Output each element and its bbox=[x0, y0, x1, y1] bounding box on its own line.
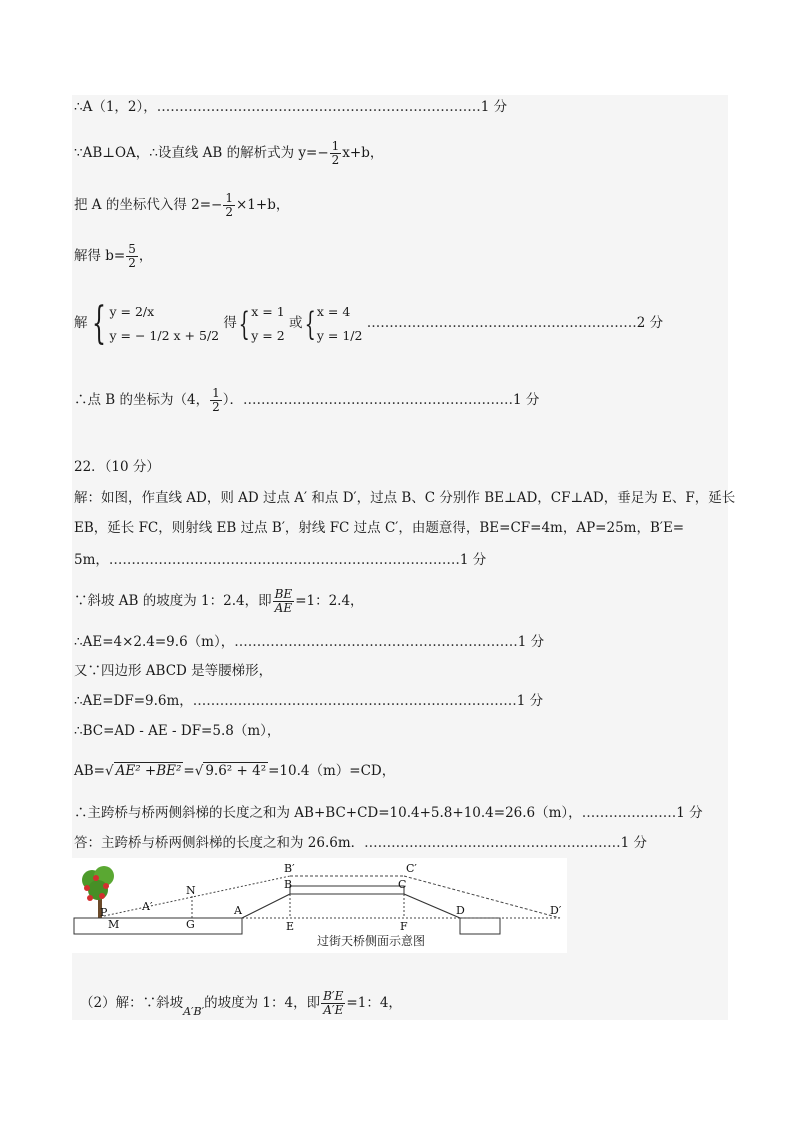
line-15 bbox=[74, 723, 280, 739]
line-3 bbox=[74, 192, 289, 219]
subscript: A′B′ bbox=[183, 1005, 205, 1018]
ground-left bbox=[74, 918, 242, 934]
score-label: 1 分 bbox=[516, 693, 544, 709]
label-e: E bbox=[286, 920, 295, 933]
label-p: P bbox=[100, 906, 108, 919]
line-text: =1：4， bbox=[346, 995, 402, 1011]
line-text: ×1+b， bbox=[235, 197, 290, 213]
line-text: 的坡度为 1：4，即 bbox=[204, 995, 321, 1011]
equation-system-1: y = 2/x y = − 1/2 x + 5/2 bbox=[109, 303, 220, 343]
line-text: 解 bbox=[74, 315, 88, 331]
brace: { bbox=[238, 304, 250, 343]
label-c: C bbox=[398, 878, 407, 891]
line-10: 5m，……………………………………………………………………1 分 bbox=[74, 552, 487, 568]
line-text: 5m， bbox=[74, 552, 109, 568]
sqrt-expression: 9.6² + 4² bbox=[205, 763, 267, 779]
line-text: 解得 b= bbox=[74, 248, 126, 264]
line-text: ， bbox=[138, 248, 153, 264]
fraction: $\frac{1}{2}$ bbox=[212, 386, 220, 414]
fraction: $\frac{1}{2}$ bbox=[331, 139, 340, 167]
question-heading bbox=[74, 459, 160, 475]
line-17: ∴主跨桥与桥两侧斜梯的长度之和为 AB+BC+CD=10.4+5.8+10.4=26.6（m），…………………1 分 bbox=[74, 805, 703, 821]
line-5: 解{ y = 2/x y = − 1/2 x + 5/2 得{ x = 1 y = 2 或{ x = 4 y = 1/2 ……………………………………………………2 分 bbox=[74, 297, 664, 349]
label-c-prime: C′ bbox=[406, 862, 417, 875]
line-12: ∴AE=4×2.4=9.6（m），………………………………………………………1 分 bbox=[74, 634, 545, 650]
line-text: 得 bbox=[223, 315, 237, 331]
line-9 bbox=[74, 520, 684, 536]
label-a-prime: A′ bbox=[142, 900, 153, 913]
equation-system-3: x = 4 y = 1/2 bbox=[316, 303, 363, 343]
line-text: EB，延长 FC，则射线 EB 过点 B′，射线 FC 过点 C′，由题意得，BE=CF=4m，AP=25m，B′E= bbox=[74, 520, 685, 536]
sqrt-sign: √ bbox=[194, 763, 204, 779]
line-11 bbox=[74, 588, 364, 615]
fraction: $\frac{5}{2}$ bbox=[128, 242, 136, 270]
score-label: 1 分 bbox=[676, 805, 703, 821]
line-8 bbox=[74, 490, 735, 506]
line-text: ∴BC=AD - AE - DF=5.8（m）， bbox=[74, 723, 281, 739]
line-text: ∴点 B 的坐标为（4， bbox=[74, 392, 210, 408]
line-text: = bbox=[183, 763, 195, 779]
line-text: AB= bbox=[74, 763, 105, 779]
score-label: 1 分 bbox=[480, 99, 508, 115]
line-text: ∴AE=4×2.4=9.6（m）， bbox=[74, 634, 235, 650]
line-text: ∵斜坡 AB 的坡度为 1：2.4，即 bbox=[74, 593, 272, 609]
brace: { bbox=[304, 304, 316, 343]
line-text: ∴主跨桥与桥两侧斜梯的长度之和为 AB+BC+CD=10.4+5.8+10.4=26.6（m）， bbox=[74, 805, 582, 821]
label-b: B bbox=[284, 878, 293, 891]
line-text: x+b， bbox=[342, 145, 384, 161]
figure-caption: 过街天桥侧面示意图 bbox=[317, 934, 426, 948]
line-text: ∴AE=DF=9.6m， bbox=[74, 693, 193, 709]
line-6: ∴点 B 的坐标为（4， $\frac{1}{2}$ ）．……………………………………………………1 分 bbox=[74, 386, 540, 414]
line-text: （2）解：∵斜坡 bbox=[80, 995, 184, 1011]
line-text: 或 bbox=[289, 315, 303, 331]
fraction: $\frac{1}{2}$ bbox=[225, 191, 233, 219]
line-text: 答：主跨桥与桥两侧斜梯的长度之和为 26.6m． bbox=[74, 835, 365, 851]
label-g: G bbox=[186, 918, 195, 931]
line-1: ∴A（1，2），………………………………………………………………1 分 bbox=[74, 99, 508, 115]
line-text: 把 A 的坐标代入得 2=− bbox=[74, 197, 223, 213]
line-text: ∴A（1，2）， bbox=[74, 99, 157, 115]
label-a: A bbox=[234, 904, 242, 917]
line-text: =10.4（m）=CD， bbox=[268, 763, 396, 779]
brace: { bbox=[91, 297, 106, 349]
equation-system-2: x = 1 y = 2 bbox=[251, 303, 285, 343]
line-19 bbox=[80, 990, 402, 1020]
line-2 bbox=[74, 140, 383, 167]
label-d: D bbox=[456, 904, 465, 917]
score-label: 2 分 bbox=[636, 315, 664, 331]
fraction: $\frac{B'E}{A'E}$ bbox=[323, 989, 344, 1017]
sqrt-sign: √ bbox=[104, 763, 114, 779]
fraction: $\frac{BE}{AE}$ bbox=[274, 587, 293, 615]
line-4 bbox=[74, 243, 152, 270]
line-13 bbox=[74, 663, 272, 679]
line-14: ∴AE=DF=9.6m，………………………………………………………………1 分 bbox=[74, 693, 544, 709]
label-n: N bbox=[186, 884, 196, 897]
line-text: ）． bbox=[222, 392, 243, 408]
line-text: ∵AB⊥OA，∴设直线 AB 的解析式为 y=− bbox=[74, 145, 329, 161]
sqrt-expression: AE² +BE² bbox=[115, 763, 182, 779]
line-text: 又∵四边形 ABCD 是等腰梯形， bbox=[74, 663, 273, 679]
line-text: 解：如图，作直线 AD，则 AD 过点 A′ 和点 D′，过点 B、C 分别作 BE⊥AD，CF⊥AD，垂足为 E、F，延长 bbox=[74, 490, 736, 506]
score-label: 1 分 bbox=[512, 392, 540, 408]
line-16 bbox=[74, 762, 395, 779]
score-label: 1 分 bbox=[517, 634, 545, 650]
line-18: 答：主跨桥与桥两侧斜梯的长度之和为 26.6m．…………………………………………………1 分 bbox=[74, 835, 648, 851]
tree-icon bbox=[82, 866, 114, 918]
ground-right bbox=[460, 918, 500, 934]
line-text: =1：2.4， bbox=[295, 593, 364, 609]
label-m: M bbox=[108, 918, 120, 931]
line-text: 22．（10 分） bbox=[74, 459, 160, 475]
overpass-diagram bbox=[72, 858, 567, 953]
score-label: 1 分 bbox=[620, 835, 648, 851]
score-label: 1 分 bbox=[459, 552, 487, 568]
label-f: F bbox=[400, 920, 408, 933]
label-d-prime: D′ bbox=[550, 904, 562, 917]
label-b-prime: B′ bbox=[284, 862, 295, 875]
